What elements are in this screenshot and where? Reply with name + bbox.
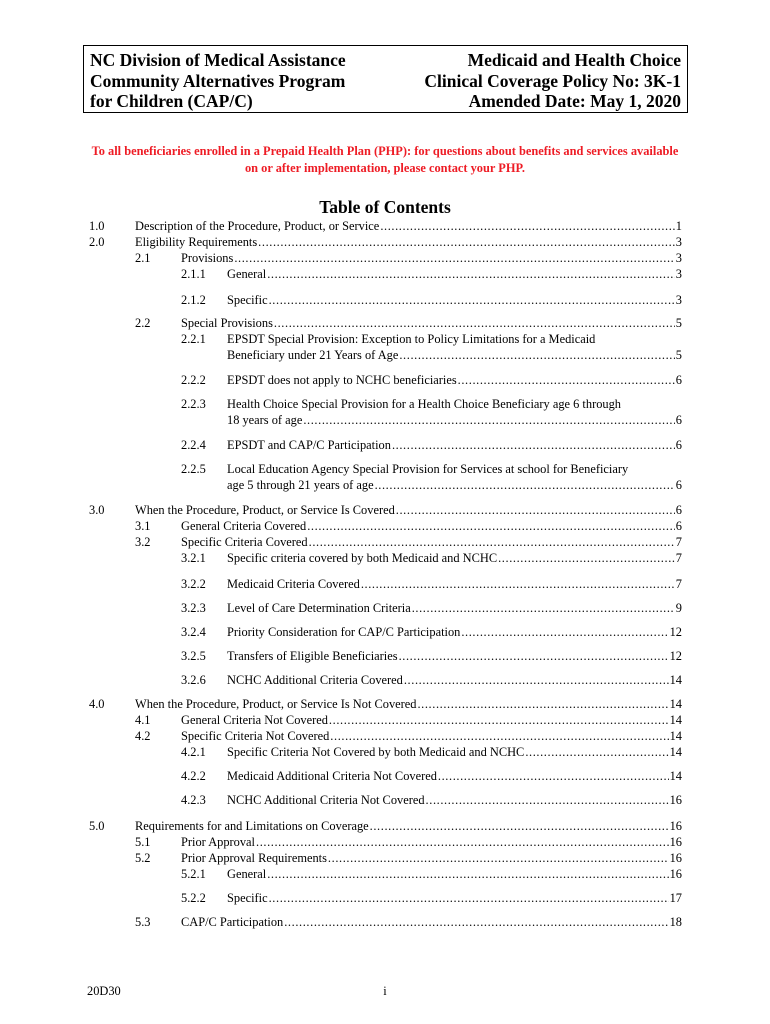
toc-entry-number: 2.2 bbox=[135, 316, 151, 330]
toc-entry-page: 6 bbox=[675, 503, 682, 517]
toc-entry-number: 2.2.4 bbox=[181, 438, 206, 452]
toc-entry-title: Specific Criteria Not Covered by both Medicaid and NCHC bbox=[227, 745, 525, 759]
toc-entry[interactable] bbox=[227, 477, 682, 493]
toc-dot-leader bbox=[309, 534, 675, 550]
toc-entry-title: Medicaid Criteria Covered bbox=[227, 577, 360, 591]
toc-entry[interactable] bbox=[181, 518, 682, 534]
toc-dot-leader bbox=[461, 624, 668, 640]
toc-entry[interactable] bbox=[227, 372, 682, 388]
toc-entry-title-continued: 18 years of age bbox=[227, 413, 303, 427]
toc-entry-title: General Criteria Covered bbox=[181, 519, 307, 533]
toc-entry[interactable] bbox=[227, 792, 682, 808]
toc-entry-title: EPSDT and CAP/C Participation bbox=[227, 438, 391, 452]
toc-entry-page: 14 bbox=[669, 769, 682, 783]
toc-entry-number: 1.0 bbox=[89, 219, 105, 233]
toc-dot-leader bbox=[370, 818, 669, 834]
toc-entry-page: 7 bbox=[675, 535, 682, 549]
toc-dot-leader bbox=[396, 502, 675, 518]
toc-entry-title: Prior Approval Requirements bbox=[181, 851, 327, 865]
toc-entry-page: 6 bbox=[675, 413, 682, 427]
toc-entry-title: Description of the Procedure, Product, or Service bbox=[135, 219, 380, 233]
toc-entry-number: 5.3 bbox=[135, 915, 151, 929]
toc-dot-leader bbox=[269, 292, 675, 308]
toc-entry[interactable] bbox=[181, 914, 682, 930]
toc-entry-page: 3 bbox=[675, 267, 682, 281]
toc-entry-page: 6 bbox=[675, 438, 682, 452]
toc-entry-number: 3.2.1 bbox=[181, 551, 206, 565]
toc-title: Table of Contents bbox=[319, 197, 451, 217]
toc-dot-leader bbox=[269, 890, 669, 906]
header-left bbox=[90, 50, 346, 112]
header-program-sub: for Children (CAP/C) bbox=[90, 91, 253, 111]
toc-entry[interactable] bbox=[227, 672, 682, 688]
toc-entry-title: Specific criteria covered by both Medicaid and NCHC bbox=[227, 551, 498, 565]
toc-entry-page: 18 bbox=[669, 915, 682, 929]
header-amended-date: Amended Date: May 1, 2020 bbox=[468, 91, 681, 111]
toc-entry-title: When the Procedure, Product, or Service Is Covered bbox=[135, 503, 395, 517]
toc-entry-title-continued: age 5 through 21 years of age bbox=[227, 478, 374, 492]
toc-entry-page: 16 bbox=[669, 819, 682, 833]
toc-entry-number: 4.2.2 bbox=[181, 769, 206, 783]
toc-entry-number: 2.2.5 bbox=[181, 462, 206, 476]
toc-dot-leader bbox=[417, 696, 668, 712]
toc-entry-number: 4.2.1 bbox=[181, 745, 206, 759]
toc-dot-leader bbox=[525, 744, 668, 760]
toc-dot-leader bbox=[438, 768, 669, 784]
toc-dot-leader bbox=[303, 412, 674, 428]
toc-entry-number: 3.1 bbox=[135, 519, 151, 533]
document-header bbox=[83, 45, 688, 113]
toc-entry-page: 12 bbox=[669, 625, 682, 639]
toc-dot-leader bbox=[234, 250, 674, 266]
toc-entry-page: 5 bbox=[675, 348, 682, 362]
toc-dot-leader bbox=[361, 576, 675, 592]
toc-entry-page: 14 bbox=[669, 713, 682, 727]
toc-dot-leader bbox=[328, 850, 669, 866]
toc-entry-page: 3 bbox=[675, 293, 682, 307]
toc-dot-leader bbox=[267, 866, 668, 882]
toc-entry-page: 16 bbox=[669, 835, 682, 849]
toc-entry-title: CAP/C Participation bbox=[181, 915, 284, 929]
toc-entry-title: Special Provisions bbox=[181, 316, 273, 330]
header-policy-number: Clinical Coverage Policy No: 3K-1 bbox=[424, 70, 681, 91]
toc-entry[interactable] bbox=[181, 315, 682, 331]
toc-entry-number: 3.2.2 bbox=[181, 577, 206, 591]
toc-entry-title: Level of Care Determination Criteria bbox=[227, 601, 411, 615]
toc-entry-title: Transfers of Eligible Beneficiaries bbox=[227, 649, 398, 663]
toc-entry-title: Requirements for and Limitations on Coverage bbox=[135, 819, 369, 833]
toc-entry-page: 7 bbox=[675, 551, 682, 565]
toc-entry-number: 2.2.2 bbox=[181, 373, 206, 387]
toc-entry-number: 4.2.3 bbox=[181, 793, 206, 807]
header-program-type: Medicaid and Health Choice bbox=[467, 50, 681, 70]
toc-entry[interactable] bbox=[227, 866, 682, 882]
toc-dot-leader bbox=[399, 648, 669, 664]
toc-entry-number: 2.2.3 bbox=[181, 397, 206, 411]
toc-dot-leader bbox=[412, 600, 675, 616]
toc-entry[interactable] bbox=[227, 576, 682, 592]
toc-entry-page: 6 bbox=[675, 373, 682, 387]
toc-entry-title: Specific Criteria Covered bbox=[181, 535, 308, 549]
toc-dot-leader bbox=[256, 834, 669, 850]
toc-entry[interactable] bbox=[135, 502, 682, 518]
toc-dot-leader bbox=[498, 550, 675, 566]
toc-entry-title: Specific bbox=[227, 891, 268, 905]
toc-entry-title: General bbox=[227, 867, 267, 881]
toc-dot-leader bbox=[458, 372, 675, 388]
toc-entry-number: 4.2 bbox=[135, 729, 151, 743]
toc-entry-page: 14 bbox=[669, 697, 682, 711]
toc-entry-title: Prior Approval bbox=[181, 835, 255, 849]
toc-dot-leader bbox=[380, 218, 674, 234]
toc-entry-number: 3.0 bbox=[89, 503, 105, 517]
toc-entry-page: 17 bbox=[669, 891, 682, 905]
toc-entry[interactable] bbox=[227, 266, 682, 282]
toc-entry[interactable] bbox=[181, 834, 682, 850]
php-notice: To all beneficiaries enrolled in a Prepaid Health Plan (PHP): for questions about benefits and services available on or after implementation, please contact your PHP. bbox=[91, 144, 679, 175]
toc-entry-title: Eligibility Requirements bbox=[135, 235, 258, 249]
toc-entry-number: 4.1 bbox=[135, 713, 151, 727]
toc-entry[interactable] bbox=[181, 712, 682, 728]
toc-entry-number: 3.2.4 bbox=[181, 625, 206, 639]
toc-entry[interactable] bbox=[181, 850, 682, 866]
toc-entry-title: NCHC Additional Criteria Not Covered bbox=[227, 793, 425, 807]
toc-entry-page: 14 bbox=[669, 673, 682, 687]
toc-entry[interactable] bbox=[181, 728, 682, 744]
toc-entry[interactable] bbox=[227, 648, 682, 664]
toc-entry[interactable] bbox=[181, 250, 682, 266]
toc-entry-title[interactable]: EPSDT Special Provision: Exception to Policy Limitations for a Medicaid bbox=[227, 332, 596, 346]
header-right bbox=[424, 50, 681, 112]
toc-entry-title[interactable]: Local Education Agency Special Provision for Services at school for Beneficiary bbox=[227, 462, 629, 476]
footer-page-number: i bbox=[383, 984, 387, 998]
toc-entry[interactable] bbox=[227, 292, 682, 308]
toc-entry[interactable] bbox=[227, 412, 682, 428]
toc-entry[interactable] bbox=[135, 234, 682, 250]
toc-dot-leader bbox=[284, 914, 668, 930]
toc-entry[interactable] bbox=[135, 218, 682, 234]
toc-entry[interactable] bbox=[227, 437, 682, 453]
toc-entry-number: 3.2.5 bbox=[181, 649, 206, 663]
toc-entry-title: Provisions bbox=[181, 251, 234, 265]
toc-entry-title: Specific Criteria Not Covered bbox=[181, 729, 330, 743]
toc-entry-page: 7 bbox=[675, 577, 682, 591]
toc-entry-number: 3.2.6 bbox=[181, 673, 206, 687]
toc-entry-page: 16 bbox=[669, 867, 682, 881]
toc-entry-number: 4.0 bbox=[89, 697, 105, 711]
toc-entry-page: 9 bbox=[675, 601, 682, 615]
toc-dot-leader bbox=[274, 315, 675, 331]
toc-entry-number: 5.2.1 bbox=[181, 867, 206, 881]
toc-entry-page: 5 bbox=[675, 316, 682, 330]
toc-entry-page: 16 bbox=[669, 851, 682, 865]
toc-dot-leader bbox=[399, 347, 674, 363]
toc-entry-page: 3 bbox=[675, 235, 682, 249]
toc-dot-leader bbox=[267, 266, 675, 282]
toc-entry-number: 5.1 bbox=[135, 835, 151, 849]
toc-entry-number: 2.1.2 bbox=[181, 293, 206, 307]
toc-entry-page: 3 bbox=[675, 251, 682, 265]
toc-entry-number: 5.2 bbox=[135, 851, 151, 865]
toc-entry-title: NCHC Additional Criteria Covered bbox=[227, 673, 403, 687]
toc-entry-title: Priority Consideration for CAP/C Participation bbox=[227, 625, 461, 639]
toc-entry-page: 14 bbox=[669, 729, 682, 743]
toc-entry[interactable] bbox=[227, 768, 682, 784]
toc-entry-title: When the Procedure, Product, or Service Is Not Covered bbox=[135, 697, 417, 711]
toc-entry-title: General bbox=[227, 267, 267, 281]
toc-dot-leader bbox=[329, 712, 669, 728]
toc-entry[interactable] bbox=[227, 744, 682, 760]
toc-entry-title: Specific bbox=[227, 293, 268, 307]
header-program: Community Alternatives Program bbox=[90, 70, 346, 91]
toc-entry-page: 12 bbox=[669, 649, 682, 663]
toc-entry-number: 3.2.3 bbox=[181, 601, 206, 615]
header-division: NC Division of Medical Assistance bbox=[90, 50, 346, 70]
toc-entry-page: 6 bbox=[675, 478, 682, 492]
toc-entry-title-continued: Beneficiary under 21 Years of Age bbox=[227, 348, 399, 362]
toc-entry-title: Medicaid Additional Criteria Not Covered bbox=[227, 769, 437, 783]
toc-dot-leader bbox=[330, 728, 668, 744]
toc-dot-leader bbox=[392, 437, 675, 453]
toc-dot-leader bbox=[307, 518, 675, 534]
toc-entry-number: 5.2.2 bbox=[181, 891, 206, 905]
toc-entry-page: 1 bbox=[675, 219, 682, 233]
toc-entry-number: 2.2.1 bbox=[181, 332, 206, 346]
toc-entry[interactable] bbox=[227, 347, 682, 363]
toc-entry-page: 16 bbox=[669, 793, 682, 807]
toc-entry-number: 2.1 bbox=[135, 251, 151, 265]
toc-entry-title: General Criteria Not Covered bbox=[181, 713, 328, 727]
toc-entry-title[interactable]: Health Choice Special Provision for a Health Choice Beneficiary age 6 through bbox=[227, 397, 621, 411]
toc-entry[interactable] bbox=[227, 890, 682, 906]
toc-entry-number: 5.0 bbox=[89, 819, 105, 833]
toc-entry-number: 3.2 bbox=[135, 535, 151, 549]
toc-entry-number: 2.0 bbox=[89, 235, 105, 249]
toc-entry-page: 14 bbox=[669, 745, 682, 759]
toc-entry-title: EPSDT does not apply to NCHC beneficiaries bbox=[227, 373, 457, 387]
toc-entry[interactable] bbox=[135, 696, 682, 712]
toc-dot-leader bbox=[258, 234, 675, 250]
toc-entry[interactable] bbox=[227, 600, 682, 616]
toc-entry[interactable] bbox=[135, 818, 682, 834]
toc-dot-leader bbox=[375, 477, 675, 493]
toc-dot-leader bbox=[404, 672, 669, 688]
footer-code: 20D30 bbox=[87, 984, 121, 998]
toc-entry-number: 2.1.1 bbox=[181, 267, 206, 281]
toc-entry[interactable] bbox=[227, 550, 682, 566]
toc-dot-leader bbox=[426, 792, 669, 808]
toc-entry-page: 6 bbox=[675, 519, 682, 533]
toc-entry[interactable] bbox=[227, 624, 682, 640]
toc-entry[interactable] bbox=[181, 534, 682, 550]
